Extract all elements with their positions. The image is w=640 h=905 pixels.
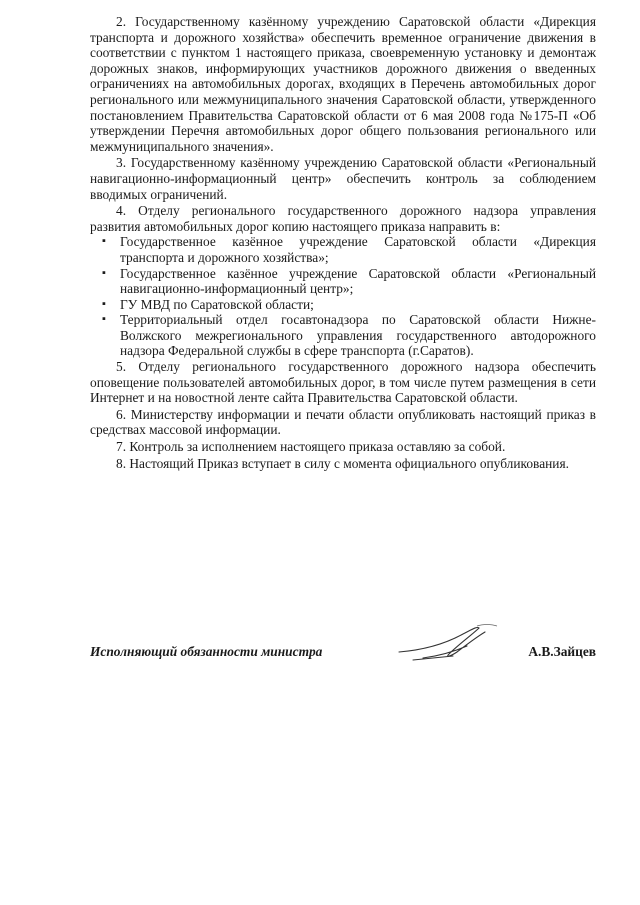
list-item (102, 312, 596, 359)
list-item-text: Государственное казённое учреждение Саратовской области «Дирекция транспорта и дорожного хозяйства»; (120, 234, 596, 265)
paragraph-6: 6. Министерству информации и печати области опубликовать настоящий приказ в средствах массовой информации. (90, 406, 596, 438)
signatory-role: Исполняющий обязанности министра (90, 644, 323, 659)
body-text (90, 14, 596, 471)
paragraph-2: 2. Государственному казённому учреждению Саратовской области «Дирекция транспорта и дорожного хозяйства» обеспечить временное ограничение движения в соответствии с пунктом 1 настоящего приказа, своевременную установку и демонтаж дорожных знаков, информирующих участников дорожного движения о введенных ограничениях на автомобильных дорогах, входящих в Перечень автомобильных дорог регионального или межмуниципального значения Саратовской области, утвержденного постановлением Правительства Саратовской области от 6 мая 2008 года №175-П «Об утверждении Перечня автомобильных дорог общего пользования регионального или межмуниципального значения». (90, 14, 596, 154)
bullet-icon: ▪ (102, 297, 106, 310)
list-item-text: ГУ МВД по Саратовской области; (120, 296, 314, 312)
list-item-text: Государственное казённое учреждение Саратовской области «Региональный навигационно-информационный центр»; (120, 265, 596, 297)
signature-block (90, 634, 596, 674)
paragraph-7: 7. Контроль за исполнением настоящего приказа оставляю за собой. (116, 439, 506, 455)
recipients-list (90, 234, 596, 359)
list-item-text: Территориальный отдел госавтонадзора по Саратовской области Нижне-Волжского межрегионального управления государственного автодорожного надзора Федеральной службы в сфере транспорта (г.Саратов). (120, 312, 596, 359)
bullet-icon: ▪ (102, 313, 106, 326)
bullet-icon: ▪ (102, 235, 106, 248)
paragraph-3: 3. Государственному казённому учреждению Саратовской области «Региональный навигационно-информационный центр» обеспечить контроль за соблюдением вводимых ограничений. (90, 155, 596, 202)
bullet-icon: ▪ (102, 266, 106, 279)
paragraph-8: 8. Настоящий Приказ вступает в силу с момента официального опубликования. (116, 455, 569, 471)
list-item (102, 265, 596, 297)
handwritten-signature-icon (393, 622, 503, 672)
signatory-name: А.В.Зайцев (528, 644, 596, 659)
paragraph-4: 4. Отделу регионального государственного дорожного надзора управления развития автомобильных дорог копию настоящего приказа направить в: (90, 203, 596, 234)
list-item (102, 234, 596, 265)
paragraph-5: 5. Отделу регионального государственного дорожного надзора обеспечить оповещение пользователей автомобильных дорог, в том числе путем размещения в сети Интернет и на новостной ленте сайта Правительства Саратовской области. (90, 359, 596, 406)
list-item (102, 296, 596, 313)
